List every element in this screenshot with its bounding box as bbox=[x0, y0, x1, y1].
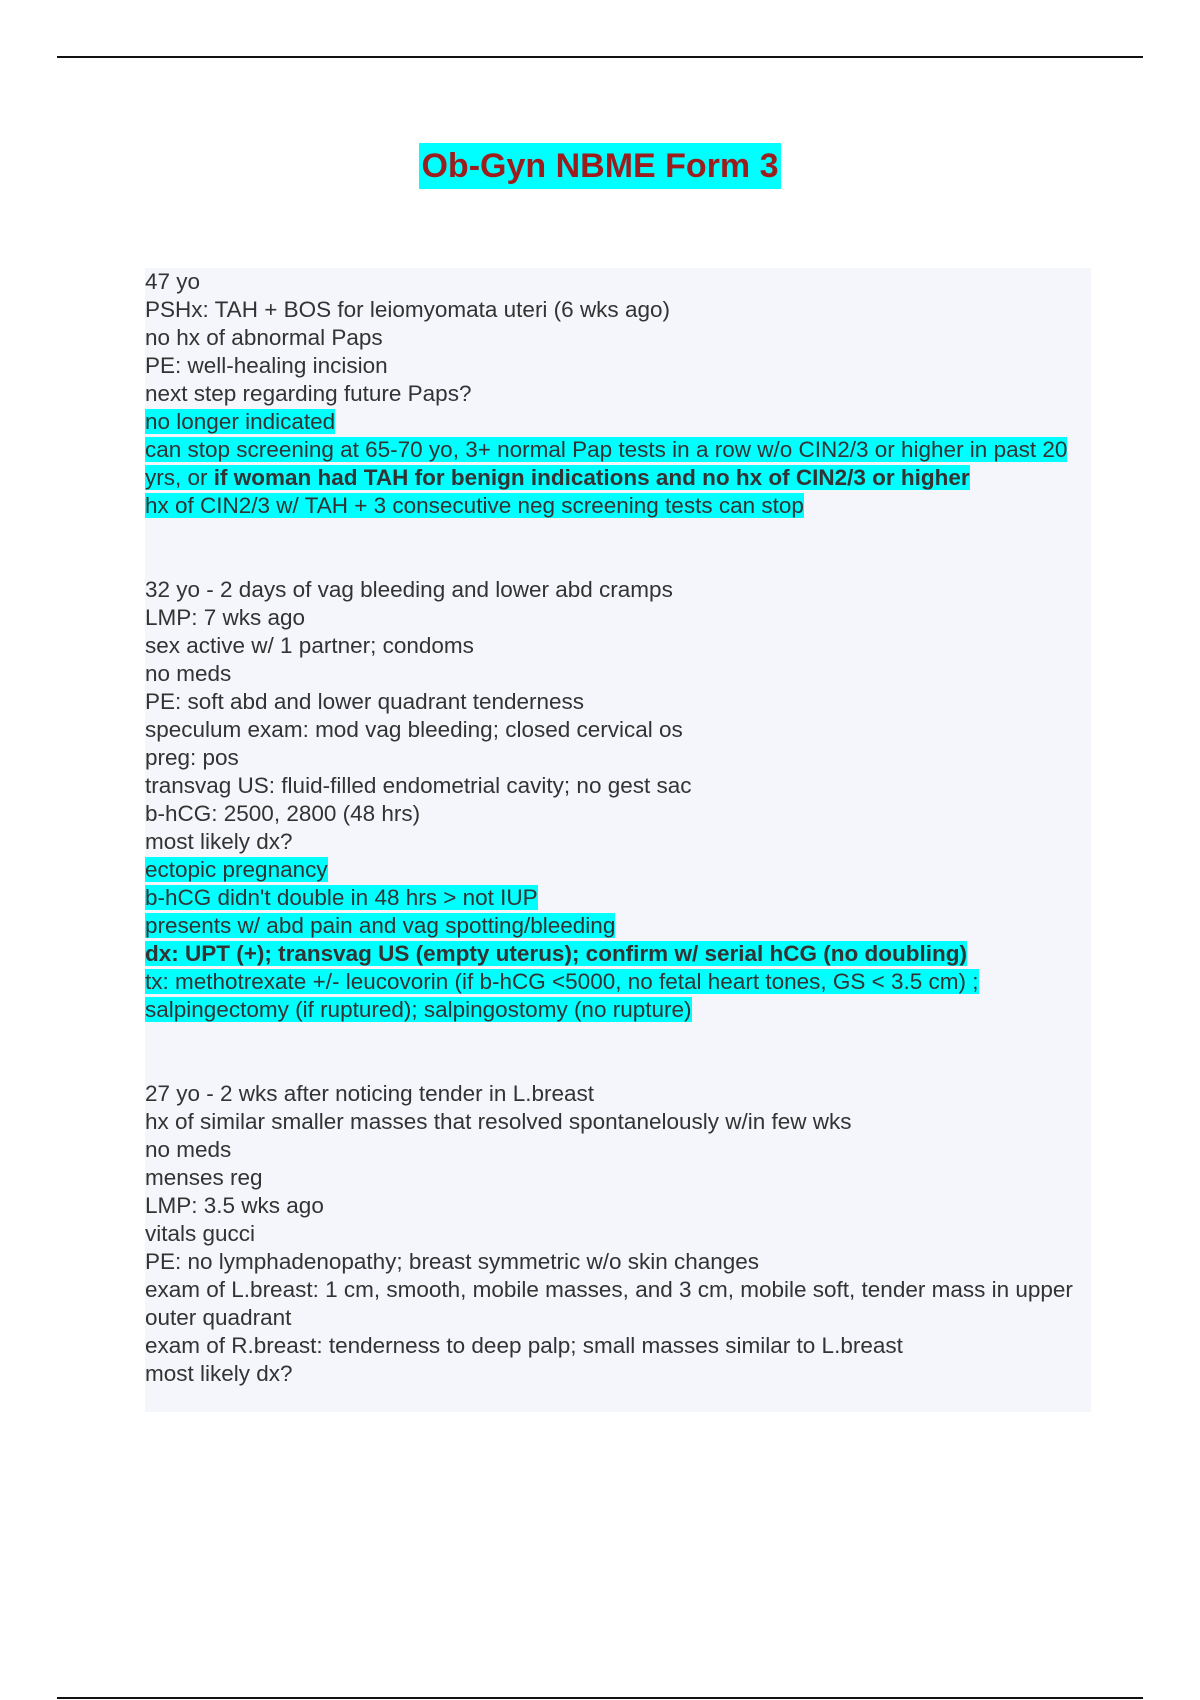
case-2-tx: tx: methotrexate +/- leucovorin (if b-hCG <5000, no fetal heart tones, GS < 3.5 cm) ; salpingectomy (if ruptured); salpingostomy (no rupture) bbox=[145, 969, 979, 1022]
case-2-line: LMP: 7 wks ago bbox=[145, 605, 306, 630]
page-title: Ob-Gyn NBME Form 3 bbox=[419, 143, 780, 189]
title-container bbox=[0, 143, 1200, 189]
top-rule bbox=[57, 56, 1143, 58]
case-1-explanation: can stop screening at 65-70 yo, 3+ normal Pap tests in a row w/o CIN2/3 or higher in past 20 yrs, or if woman had TAH for benign indications and no hx of CIN2/3 or higher bbox=[145, 437, 1068, 490]
case-2-line: most likely dx? bbox=[145, 829, 293, 854]
case-3-line: most likely dx? bbox=[145, 1361, 293, 1386]
case-1-line: PSHx: TAH + BOS for leiomyomata uteri (6 wks ago) bbox=[145, 297, 670, 322]
case-2-answer: ectopic pregnancy bbox=[145, 857, 328, 882]
case-1-line: no hx of abnormal Paps bbox=[145, 325, 383, 350]
case-2 bbox=[145, 576, 1083, 1024]
case-2-line: no meds bbox=[145, 661, 232, 686]
case-1-line: 47 yo bbox=[145, 269, 201, 294]
case-2-note: b-hCG didn't double in 48 hrs > not IUP bbox=[145, 885, 538, 910]
case-3-line: menses reg bbox=[145, 1165, 263, 1190]
case-1-line: next step regarding future Paps? bbox=[145, 381, 472, 406]
bottom-rule bbox=[57, 1697, 1143, 1699]
case-2-line: b-hCG: 2500, 2800 (48 hrs) bbox=[145, 801, 421, 826]
case-3-line: 27 yo - 2 wks after noticing tender in L.breast bbox=[145, 1081, 594, 1106]
case-2-line: preg: pos bbox=[145, 745, 239, 770]
notes-content bbox=[145, 268, 1091, 1412]
case-3-line: no meds bbox=[145, 1137, 232, 1162]
case-1 bbox=[145, 268, 1083, 520]
case-2-line: transvag US: fluid-filled endometrial cavity; no gest sac bbox=[145, 773, 692, 798]
case-1-explanation-last: hx of CIN2/3 w/ TAH + 3 consecutive neg screening tests can stop bbox=[145, 493, 804, 518]
case-3-line: exam of R.breast: tenderness to deep palp; small masses similar to L.breast bbox=[145, 1333, 903, 1358]
case-2-line: speculum exam: mod vag bleeding; closed cervical os bbox=[145, 717, 683, 742]
case-3-line: vitals gucci bbox=[145, 1221, 256, 1246]
case-1-answer: no longer indicated bbox=[145, 409, 336, 434]
case-2-line: 32 yo - 2 days of vag bleeding and lower abd cramps bbox=[145, 577, 673, 602]
case-3 bbox=[145, 1080, 1083, 1388]
case-2-line: sex active w/ 1 partner; condoms bbox=[145, 633, 474, 658]
case-2-note: presents w/ abd pain and vag spotting/bleeding bbox=[145, 913, 616, 938]
case-3-line: LMP: 3.5 wks ago bbox=[145, 1193, 324, 1218]
case-1-line: PE: well-healing incision bbox=[145, 353, 388, 378]
case-2-dx: dx: UPT (+); transvag US (empty uterus); confirm w/ serial hCG (no doubling) bbox=[145, 941, 967, 966]
case-3-line: exam of L.breast: 1 cm, smooth, mobile masses, and 3 cm, mobile soft, tender mass in upper outer quadrant bbox=[145, 1277, 1073, 1330]
case-3-line: hx of similar smaller masses that resolved spontanelously w/in few wks bbox=[145, 1109, 852, 1134]
case-2-line: PE: soft abd and lower quadrant tenderness bbox=[145, 689, 585, 714]
case-3-line: PE: no lymphadenopathy; breast symmetric w/o skin changes bbox=[145, 1249, 760, 1274]
